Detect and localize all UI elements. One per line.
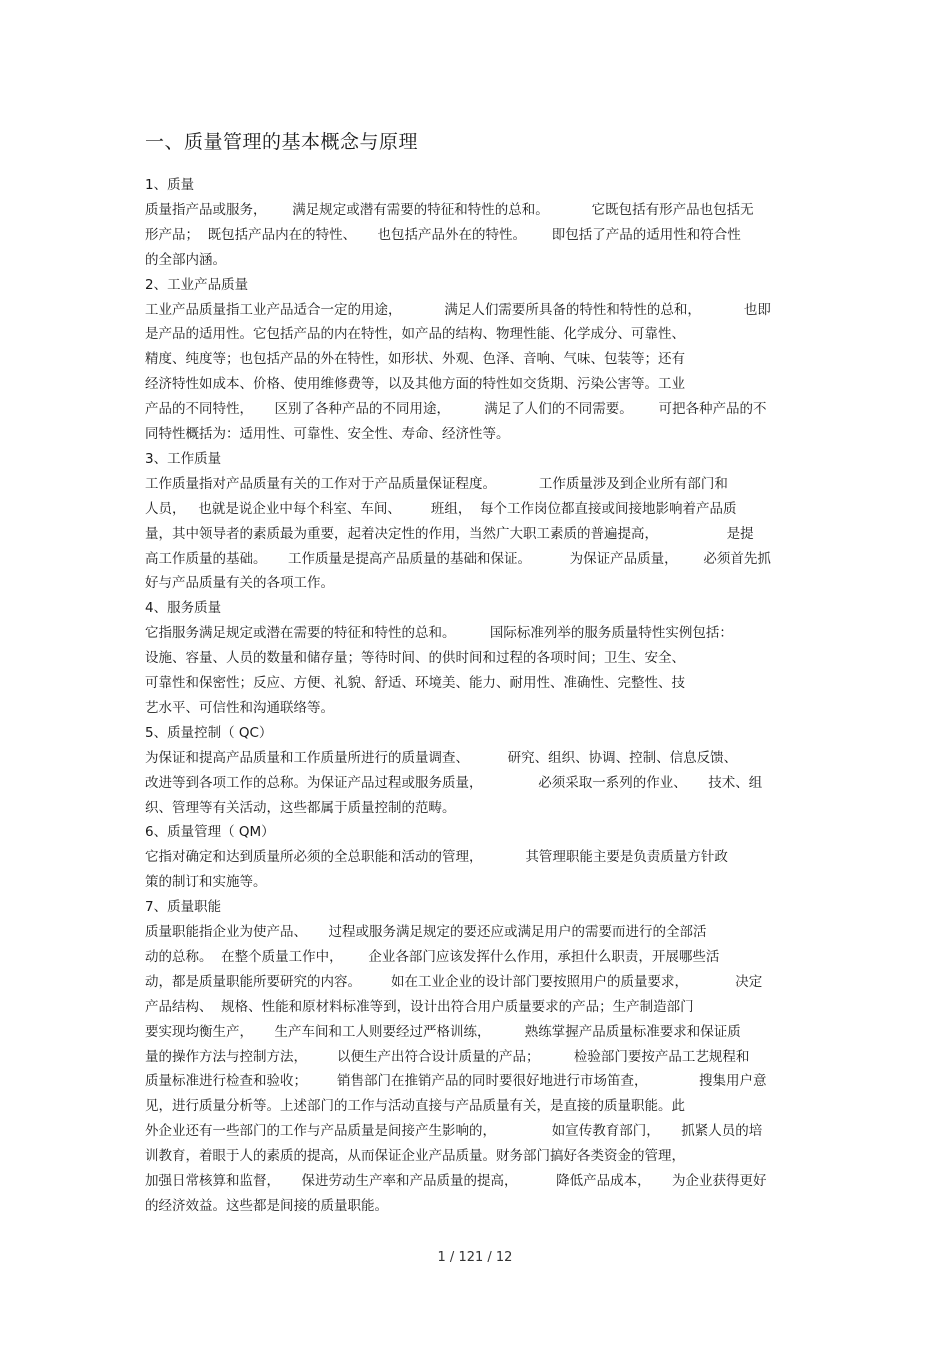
- section-heading: 2、工业产品质量: [145, 276, 249, 293]
- paragraph-line: 工业产品质量指工业产品适合一定的用途， 满足人们需要所具备的特性和特性的总和， 也即: [145, 301, 771, 318]
- section-heading: 7、质量职能: [145, 899, 222, 916]
- paragraph-line: 要实现均衡生产， 生产车间和工人则要经过严格训练， 熟练掌握产品质量标准要求和保证质: [145, 1023, 741, 1040]
- paragraph-line: 量的操作方法与控制方法， 以便生产出符合设计质量的产品； 检验部门要按产品工艺规程和: [145, 1048, 750, 1065]
- section-heading: 5、质量控制（ QC）: [145, 724, 273, 741]
- paragraph-line: 训教育，着眼于人的素质的提高，从而保证企业产品质量。财务部门搞好各类资金的管理，: [145, 1148, 685, 1165]
- paragraph-line: 高工作质量的基础。 工作质量是提高产品质量的基础和保证。 为保证产品质量， 必须首先抓: [145, 550, 771, 567]
- paragraph-line: 动的总称。 在整个质量工作中， 企业各部门应该发挥什么作用，承担什么职责，开展哪些活: [145, 948, 720, 965]
- paragraph-line: 形产品； 既包括产品内在的特性、 也包括产品外在的特性。 即包括了产品的适用性和符合性: [145, 226, 741, 243]
- paragraph-line: 产品结构、 规格、性能和原材料标准等到，设计出符合用户质量要求的产品；生产制造部门: [145, 998, 694, 1015]
- paragraph-line: 精度、纯度等；也包括产品的外在特性，如形状、外观、色泽、音响、气味、包装等；还有: [145, 351, 685, 368]
- paragraph-line: 加强日常核算和监督， 保进劳动生产率和产品质量的提高， 降低产品成本， 为企业获得更好: [145, 1173, 767, 1189]
- paragraph-line: 艺水平、可信性和沟通联络等。: [145, 699, 334, 716]
- page-number: 1 / 121 / 12: [437, 1250, 513, 1265]
- paragraph-line: 量，其中领导者的素质最为重要，起着决定性的作用，当然广大职工素质的普遍提高， 是提: [145, 525, 754, 542]
- paragraph-line: 它指服务满足规定或潜在需要的特征和特性的总和。 国际标准列举的服务质量特性实例包括：: [145, 625, 733, 642]
- paragraph-line: 经济特性如成本、价格、使用维修费等，以及其他方面的特性如交货期、污染公害等。工业: [145, 376, 685, 393]
- paragraph-line: 为保证和提高产品质量和工作质量所进行的质量调查、 研究、组织、协调、控制、信息反馈、: [145, 749, 738, 766]
- paragraph-line: 同特性概括为：适用性、可靠性、安全性、寿命、经济性等。: [145, 426, 510, 442]
- paragraph-line: 人员， 也就是说企业中每个科室、车间、 班组， 每个工作岗位都直接或间接地影响着产品质: [145, 500, 737, 517]
- paragraph-line: 动，都是质量职能所要研究的内容。 如在工业企业的设计部门要按照用户的质量要求， 决定: [145, 973, 763, 990]
- paragraph-line: 见，进行质量分析等。上述部门的工作与活动直接与产品质量有关，是直接的质量职能。此: [145, 1098, 685, 1115]
- paragraph-line: 设施、容量、人员的数量和储存量；等待时间、的供时间和过程的各项时间；卫生、安全、: [145, 650, 685, 667]
- section-heading: 4、服务质量: [145, 600, 222, 617]
- paragraph-line: 质量标准进行检查和验收； 销售部门在推销产品的同时要很好地进行市场笛查， 搜集用户意: [145, 1073, 767, 1090]
- section-heading: 1、质量: [145, 177, 195, 193]
- paragraph-line: 策的制订和实施等。: [145, 874, 267, 891]
- paragraph-line: 的经济效益。这些都是间接的质量职能。: [145, 1197, 388, 1214]
- paragraph-line: 质量指产品或服务， 满足规定或潜有需要的特征和特性的总和。 它既包括有形产品也包括无: [145, 201, 754, 218]
- paragraph-line: 好与产品质量有关的各项工作。: [145, 575, 334, 592]
- paragraph-line: 外企业还有一些部门的工作与产品质量是间接产生影响的， 如宣传教育部门， 抓紧人员的培: [145, 1123, 763, 1140]
- paragraph-line: 织、管理等有关活动，这些都属于质量控制的范畴。: [145, 799, 456, 816]
- paragraph-line: 工作质量指对产品质量有关的工作对于产品质量保证程度。 工作质量涉及到企业所有部门和: [145, 475, 728, 492]
- paragraph-line: 的全部内涵。: [145, 251, 226, 268]
- paragraph-line: 是产品的适用性。它包括产品的内在特性，如产品的结构、物理性能、化学成分、可靠性、: [145, 326, 685, 343]
- page-title: 一、质量管理的基本概念与原理: [145, 131, 419, 153]
- section-heading: 6、质量管理（ QM）: [145, 824, 275, 841]
- paragraph-line: 改进等到各项工作的总称。为保证产品过程或服务质量， 必须采取一系列的作业、 技术、组: [145, 774, 763, 791]
- paragraph-line: 产品的不同特性， 区别了各种产品的不同用途， 满足了人们的不同需要。 可把各种产品的不: [145, 401, 767, 418]
- paragraph-line: 它指对确定和达到质量所必须的全总职能和活动的管理， 其管理职能主要是负责质量方针政: [145, 849, 728, 866]
- paragraph-line: 可靠性和保密性；反应、方便、礼貌、舒适、环境美、能力、耐用性、准确性、完整性、技: [145, 675, 685, 691]
- paragraph-line: 质量职能指企业为使产品、 过程或服务满足规定的要还应或满足用户的需要而进行的全部活: [145, 924, 707, 940]
- section-heading: 3、工作质量: [145, 450, 222, 467]
